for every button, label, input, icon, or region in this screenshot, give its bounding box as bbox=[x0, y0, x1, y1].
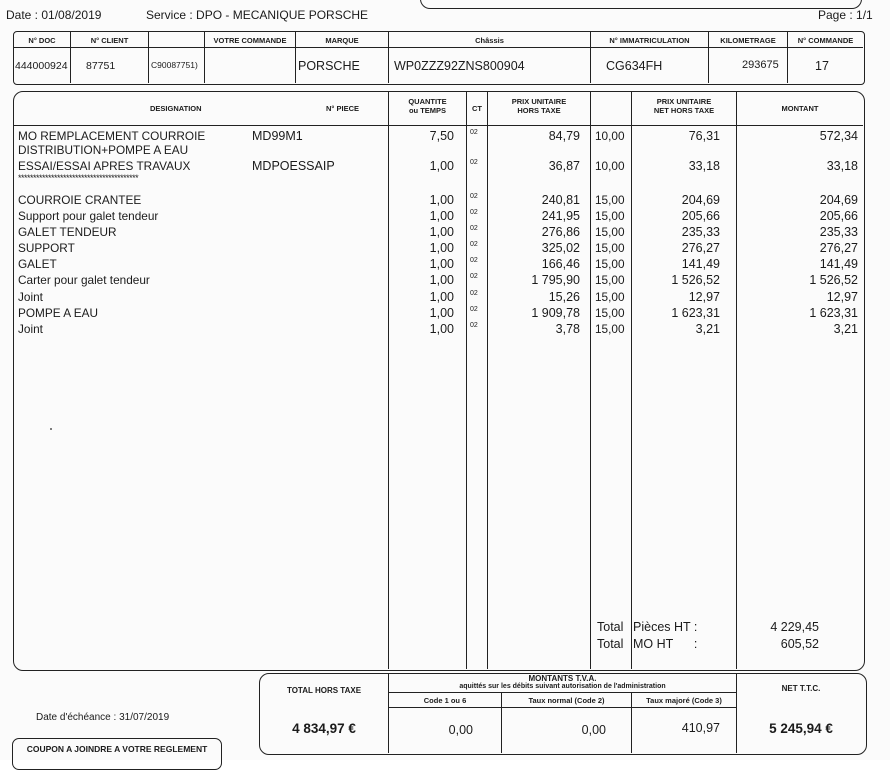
line-discount: 10,00 bbox=[595, 129, 625, 143]
line-qty: 1,00 bbox=[429, 290, 454, 304]
line-ct: 02 bbox=[470, 225, 478, 232]
col-unit-price bbox=[488, 97, 590, 115]
service-label: Service : bbox=[146, 8, 193, 22]
line-ct: 02 bbox=[470, 257, 478, 264]
line-ct: 02 bbox=[470, 129, 478, 136]
line-unit-price: 36,87 bbox=[548, 159, 580, 173]
line-ct: 02 bbox=[470, 159, 478, 166]
coupon-text: COUPON A JOINDRE A VOTRE REGLEMENT bbox=[26, 744, 208, 754]
line-unit-price: 166,46 bbox=[541, 257, 580, 271]
line-discount: 15,00 bbox=[595, 209, 625, 223]
line-amount: 141,49 bbox=[819, 257, 858, 271]
line-designation: Joint bbox=[18, 290, 43, 304]
col-piece: N° PIECE bbox=[326, 104, 360, 113]
line-amount: 235,33 bbox=[819, 225, 858, 239]
scan-speck bbox=[50, 428, 52, 430]
label-client: N° CLIENT bbox=[90, 36, 129, 45]
line-ct: 02 bbox=[470, 193, 478, 200]
line-qty: 1,00 bbox=[429, 306, 454, 320]
line-qty: 1,00 bbox=[429, 225, 454, 239]
code3-label: Taux majoré (Code 3) bbox=[646, 696, 722, 705]
total-mo-value: 605,52 bbox=[780, 637, 819, 651]
tva-title: MONTANTS T.V.A. bbox=[528, 674, 597, 683]
line-designation: **************************************** bbox=[18, 173, 139, 183]
label-plate: N° IMMATRICULATION bbox=[609, 36, 690, 45]
total-pieces-label-a: Total bbox=[597, 620, 624, 634]
col-unit-price-line1: PRIX UNITAIRE bbox=[511, 97, 567, 106]
line-discount: 10,00 bbox=[595, 159, 625, 173]
line-unit-price: 325,02 bbox=[541, 241, 580, 255]
code1-value: 0,00 bbox=[448, 723, 473, 737]
total-ht-value: 4 834,97 € bbox=[292, 721, 356, 736]
line-qty: 1,00 bbox=[429, 209, 454, 223]
total-pieces-label-b: Pièces HT : bbox=[633, 620, 698, 634]
total-mo-label-a: Total bbox=[597, 637, 624, 651]
col-qty-line1: QUANTITE bbox=[408, 97, 447, 106]
line-designation: ESSAI/ESSAI APRES TRAVAUX bbox=[18, 159, 191, 173]
line-net-price: 205,66 bbox=[681, 209, 720, 223]
line-net-price: 235,33 bbox=[681, 225, 720, 239]
line-designation: Joint bbox=[18, 322, 43, 336]
line-net-price: 141,49 bbox=[681, 257, 720, 271]
line-ct: 02 bbox=[470, 290, 478, 297]
code3-value: 410,97 bbox=[681, 721, 720, 735]
value-brand: PORSCHE bbox=[298, 59, 360, 73]
ttc-label: NET T.T.C. bbox=[781, 684, 821, 693]
line-discount: 15,00 bbox=[595, 273, 625, 287]
lines-table bbox=[13, 91, 865, 671]
line-discount: 15,00 bbox=[595, 225, 625, 239]
line-designation: SUPPORT bbox=[18, 241, 75, 255]
line-discount: 15,00 bbox=[595, 257, 625, 271]
line-qty: 1,00 bbox=[429, 257, 454, 271]
line-amount: 1 623,31 bbox=[809, 306, 858, 320]
line-net-price: 12,97 bbox=[688, 290, 720, 304]
date-label: Date : bbox=[6, 8, 39, 22]
line-designation: MO REMPLACEMENT COURROIE bbox=[18, 129, 206, 143]
page-indicator bbox=[818, 8, 873, 22]
line-qty: 1,00 bbox=[429, 193, 454, 207]
code2-value: 0,00 bbox=[581, 723, 606, 737]
due-date-line bbox=[36, 712, 169, 723]
value-plate: CG634FH bbox=[606, 59, 663, 73]
line-discount: 15,00 bbox=[595, 290, 625, 304]
line-net-price: 33,18 bbox=[688, 159, 720, 173]
line-net-price: 276,27 bbox=[681, 241, 720, 255]
value-doc: 444000924 bbox=[15, 60, 68, 72]
label-doc: N° DOC bbox=[28, 36, 56, 45]
line-ct: 02 bbox=[470, 322, 478, 329]
total-mo-label-b: MO HT : bbox=[633, 637, 698, 651]
line-unit-price: 1 909,78 bbox=[531, 306, 580, 320]
line-ct: 02 bbox=[470, 209, 478, 216]
line-unit-price: 84,79 bbox=[548, 129, 580, 143]
line-amount: 205,66 bbox=[819, 209, 858, 223]
label-chassis: Châssis bbox=[475, 36, 504, 45]
line-designation: Carter pour galet tendeur bbox=[18, 273, 150, 287]
code2-label: Taux normal (Code 2) bbox=[528, 696, 605, 705]
line-discount: 15,00 bbox=[595, 241, 625, 255]
line-unit-price: 3,78 bbox=[555, 322, 580, 336]
tva-subtitle: aquittés sur les débits suivant autorisation de l'administration bbox=[459, 683, 666, 690]
line-amount: 12,97 bbox=[826, 290, 858, 304]
line-ct: 02 bbox=[470, 306, 478, 313]
value-client: 87751 bbox=[86, 60, 116, 72]
line-qty: 1,00 bbox=[429, 159, 454, 173]
col-designation: DESIGNATION bbox=[150, 104, 202, 113]
line-designation: DISTRIBUTION+POMPE A EAU bbox=[18, 143, 189, 157]
page-label: Page : bbox=[818, 8, 853, 22]
line-designation: POMPE A EAU bbox=[18, 306, 98, 320]
label-order: VOTRE COMMANDE bbox=[213, 36, 287, 45]
line-unit-price: 241,95 bbox=[541, 209, 580, 223]
service-line bbox=[146, 8, 368, 22]
line-designation: Support pour galet tendeur bbox=[18, 209, 159, 223]
line-piece: MDPOESSAIP bbox=[252, 159, 335, 173]
line-net-price: 3,21 bbox=[695, 322, 720, 336]
col-qty bbox=[389, 97, 466, 115]
line-designation: GALET TENDEUR bbox=[18, 225, 117, 239]
line-discount: 15,00 bbox=[595, 306, 625, 320]
line-designation: COURROIE CRANTEE bbox=[18, 193, 142, 207]
col-ct: CT bbox=[472, 104, 482, 113]
line-unit-price: 276,86 bbox=[541, 225, 580, 239]
line-ct: 02 bbox=[470, 241, 478, 248]
code1-label: Code 1 ou 6 bbox=[423, 696, 467, 705]
coupon-box bbox=[12, 738, 222, 770]
line-qty: 1,00 bbox=[429, 322, 454, 336]
total-pieces-value: 4 229,45 bbox=[770, 620, 819, 634]
col-qty-line2: ou TEMPS bbox=[408, 106, 447, 115]
line-unit-price: 240,81 bbox=[541, 193, 580, 207]
service-value: DPO - MECANIQUE PORSCHE bbox=[196, 8, 369, 22]
line-amount: 572,34 bbox=[819, 129, 858, 143]
col-net-price bbox=[632, 97, 736, 115]
line-net-price: 1 526,52 bbox=[671, 273, 720, 287]
col-net-price-line1: PRIX UNITAIRE bbox=[656, 97, 712, 106]
line-amount: 1 526,52 bbox=[809, 273, 858, 287]
line-amount: 204,69 bbox=[819, 193, 858, 207]
value-km: 293675 bbox=[742, 59, 779, 71]
info-divider bbox=[14, 47, 863, 48]
col-unit-price-line2: HORS TAXE bbox=[517, 106, 561, 115]
header-tab-frame bbox=[420, 0, 862, 9]
line-amount: 3,21 bbox=[833, 322, 858, 336]
line-net-price: 1 623,31 bbox=[671, 306, 720, 320]
line-amount: 33,18 bbox=[826, 159, 858, 173]
line-unit-price: 15,26 bbox=[548, 290, 580, 304]
col-net-price-line2: NET HORS TAXE bbox=[653, 106, 715, 115]
line-discount: 15,00 bbox=[595, 193, 625, 207]
line-piece: MD99M1 bbox=[252, 129, 303, 143]
due-date-label: Date d'échéance : bbox=[36, 712, 117, 723]
line-unit-price: 1 795,90 bbox=[531, 273, 580, 287]
date-line bbox=[6, 8, 101, 22]
label-km: KILOMETRAGE bbox=[720, 36, 776, 45]
label-cmd: N° COMMANDE bbox=[797, 36, 854, 45]
line-qty: 1,00 bbox=[429, 273, 454, 287]
line-amount: 276,27 bbox=[819, 241, 858, 255]
line-qty: 7,50 bbox=[429, 129, 454, 143]
page-value: 1/1 bbox=[856, 8, 873, 22]
line-net-price: 76,31 bbox=[688, 129, 720, 143]
label-brand: MARQUE bbox=[325, 36, 359, 45]
line-discount: 15,00 bbox=[595, 322, 625, 336]
line-ct: 02 bbox=[470, 273, 478, 280]
total-ht-label: TOTAL HORS TAXE bbox=[286, 686, 362, 695]
line-net-price: 204,69 bbox=[681, 193, 720, 207]
due-date-value: 31/07/2019 bbox=[119, 712, 170, 723]
date-value: 01/08/2019 bbox=[41, 8, 102, 22]
line-designation: GALET bbox=[18, 257, 57, 271]
ttc-value: 5 245,94 € bbox=[769, 721, 833, 736]
col-amount: MONTANT bbox=[781, 104, 819, 113]
value-client-ref: C90087751) bbox=[151, 60, 198, 70]
value-cmd: 17 bbox=[815, 59, 829, 73]
value-chassis: WP0ZZZ92ZNS800904 bbox=[394, 59, 525, 73]
line-qty: 1,00 bbox=[429, 241, 454, 255]
